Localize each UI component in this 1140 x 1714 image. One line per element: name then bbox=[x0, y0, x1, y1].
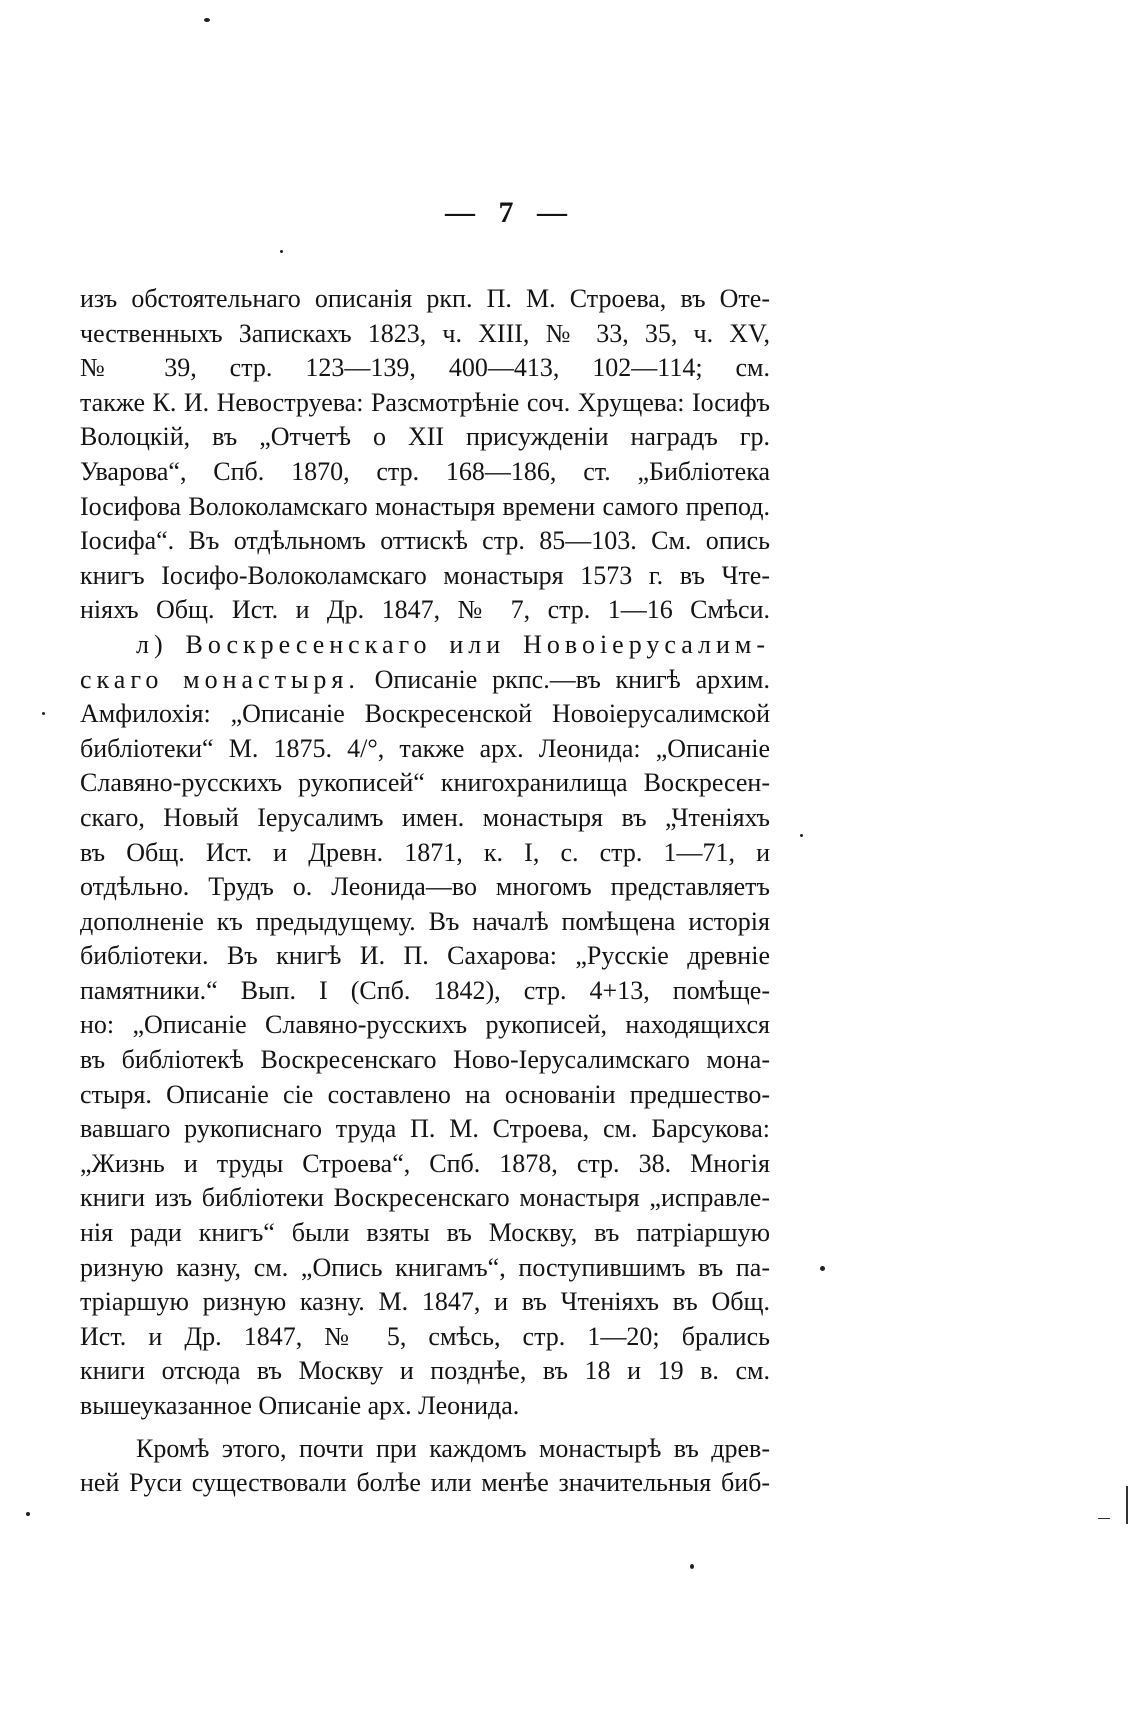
text-line: Іосифа“. Въ отдѣльномъ оттискѣ стр. 85—103. См. опись bbox=[80, 526, 770, 556]
text-line: чественныхъ Запискахъ 1823, ч. XIII, № 33, 35, ч. XV, bbox=[80, 318, 770, 348]
text-line: стыря. Описаніе сіе составлено на основаніи предшество- bbox=[80, 1079, 770, 1109]
text-line: Ист. и Др. 1847, № 5, смѣсь, стр. 1—20; брались bbox=[80, 1321, 770, 1351]
text-line: ніяхъ Общ. Ист. и Др. 1847, № 7, стр. 1—16 Смѣси. bbox=[80, 595, 770, 625]
text-line: вавшаго рукописнаго труда П. М. Строева, см. Барсукова: bbox=[80, 1114, 770, 1144]
text-line: изъ обстоятельнаго описанія ркп. П. М. Строева, въ Оте- bbox=[80, 284, 770, 313]
scan-speck bbox=[690, 1564, 694, 1569]
text-line: книгъ Іосифо-Волоколамскаго монастыря 1573 г. въ Чте- bbox=[80, 560, 770, 590]
text-line: Іосифова Волоколамскаго монастыря времени самого препод. bbox=[80, 491, 770, 521]
scan-speck bbox=[42, 712, 45, 715]
scan-speck bbox=[26, 1512, 30, 1516]
text-line: № 39, стр. 123—139, 400—413, 102—114; см. bbox=[80, 353, 770, 383]
scan-edge-mark bbox=[1126, 1486, 1128, 1524]
body-text bbox=[80, 282, 770, 1501]
item-l-heading-spaced: скаго монастыря. bbox=[80, 664, 360, 694]
text-line: Славяно-русскихъ рукописей“ книгохранилища Воскресен- bbox=[80, 768, 770, 798]
text-line: нія ради книгъ“ были взяты въ Москву, въ патріаршую bbox=[80, 1218, 770, 1248]
text-line: ней Руси существовали болѣе или менѣе значительныя биб- bbox=[80, 1468, 770, 1498]
text-line: Кромѣ этого, почти при каждомъ монастырѣ въ древ- bbox=[136, 1433, 770, 1463]
paragraph-gap bbox=[80, 1424, 770, 1432]
item-l-heading-continued bbox=[80, 663, 770, 698]
text-line: но: „Описаніе Славяно-русскихъ рукописей, находящихся bbox=[80, 1010, 770, 1040]
scan-speck bbox=[280, 250, 283, 253]
scan-speck bbox=[204, 18, 210, 22]
text-line: „Жизнь и труды Строева“, Спб. 1878, стр. 38. Многія bbox=[80, 1148, 770, 1178]
text-line: также К. И. Невоструева: Разсмотрѣніе соч. Хрущева: Іосифъ bbox=[80, 387, 770, 417]
text-line: библіотеки“ М. 1875. 4/°, также арх. Леонида: „Описаніе bbox=[80, 733, 770, 763]
text-line: дополненіе къ предыдущему. Въ началѣ помѣщена исторія bbox=[80, 906, 770, 936]
text-line: въ Общ. Ист. и Древн. 1871, к. I, с. стр. 1—71, и bbox=[80, 837, 770, 867]
text-line: тріаршую ризную казну. М. 1847, и въ Чтеніяхъ въ Общ. bbox=[80, 1287, 770, 1317]
text-line: памятники.“ Вып. I (Спб. 1842), стр. 4+13, помѣще- bbox=[80, 975, 770, 1005]
scan-edge-mark bbox=[1098, 1518, 1110, 1519]
text-line: Уварова“, Спб. 1870, стр. 168—186, ст. „Библіотека bbox=[80, 456, 770, 486]
scan-speck bbox=[800, 834, 803, 837]
text-line: отдѣльно. Трудъ о. Леонида—во многомъ представляетъ bbox=[80, 872, 770, 902]
item-l-heading-rest: Описаніе ркпс.—въ книгѣ архим. bbox=[359, 664, 770, 694]
text-line: Волоцкій, въ „Отчетѣ о XII присужденіи наградъ гр. bbox=[80, 422, 770, 452]
text-line: ризную казну, см. „Опись книгамъ“, поступившимъ въ па- bbox=[80, 1252, 770, 1282]
text-line: книги изъ библіотеки Воскресенскаго монастыря „исправле- bbox=[80, 1183, 770, 1213]
text-line: библіотеки. Въ книгѣ И. П. Сахарова: „Русскіе древніе bbox=[80, 941, 770, 971]
text-line: книги отсюда въ Москву и позднѣе, въ 18 и 19 в. см. bbox=[80, 1356, 770, 1386]
text-line: Амфилохія: „Описаніе Воскресенской Новоіерусалимской bbox=[80, 699, 770, 729]
scan-speck bbox=[820, 1266, 825, 1271]
text-line: вышеуказанное Описаніе арх. Леонида. bbox=[80, 1391, 520, 1420]
text-line: скаго, Новый Іерусалимъ имен. монастыря въ „Чтеніяхъ bbox=[80, 802, 770, 832]
item-l-heading: л) Воскресенскаго или Новоіерусалим- bbox=[136, 629, 770, 659]
text-line: въ библіотекѣ Воскресенскаго Ново-Іерусалимскаго мона- bbox=[80, 1045, 770, 1075]
page-number: — 7 — bbox=[445, 196, 575, 229]
